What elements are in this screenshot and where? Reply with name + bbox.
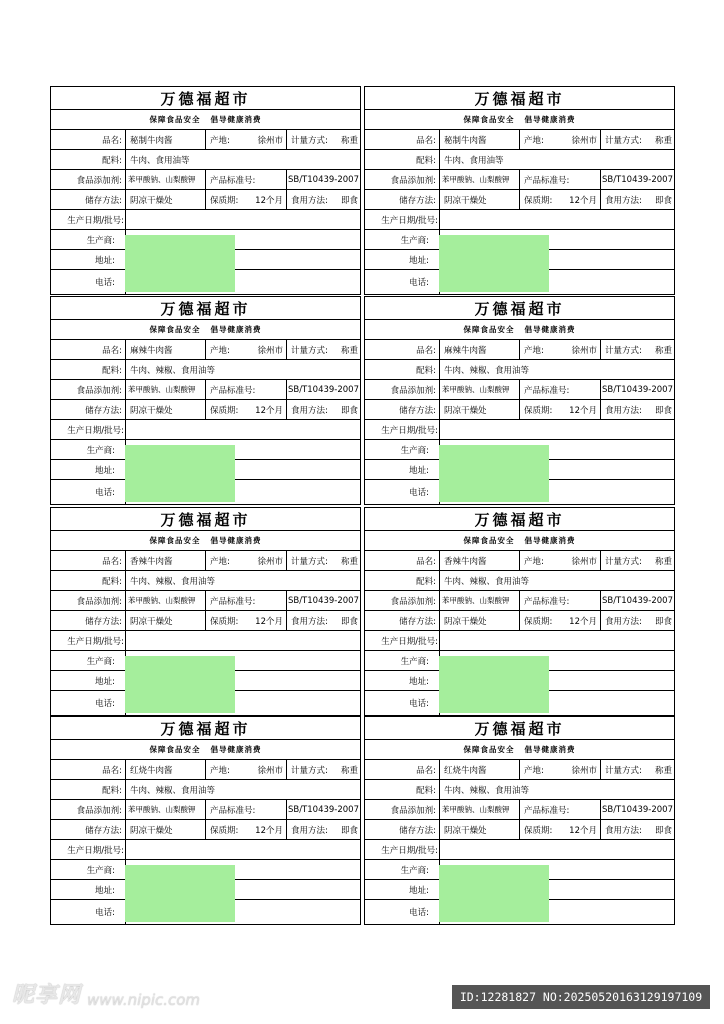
slogan-left: 保障食品安全 — [463, 745, 515, 754]
ingredients-value: 牛肉、食用油等 — [130, 155, 190, 166]
row-product-name — [51, 340, 360, 360]
row-storage — [365, 190, 674, 210]
usage-value: 即食 — [340, 825, 358, 836]
slogan — [51, 320, 360, 340]
slogan — [365, 531, 674, 551]
production-date-label: 生产日期/批号: — [67, 425, 124, 436]
store-title: 万德福超市 — [51, 717, 360, 740]
row-product-name — [51, 760, 360, 780]
standard-value: SB/T10439-2007 — [601, 595, 673, 606]
phone-label: 电话: — [409, 488, 429, 498]
row-storage — [365, 611, 674, 631]
shelf-life-label: 保质期: — [524, 405, 553, 416]
additives-value: 苯甲酸钠、山梨酸钾 — [128, 175, 196, 184]
row-production-date — [51, 210, 360, 230]
origin-label: 产地: — [524, 765, 544, 776]
row-product-name — [51, 551, 360, 571]
measure-value: 称重 — [340, 556, 358, 567]
product-name-value: 香辣牛肉酱 — [130, 556, 173, 567]
row-product-name — [51, 130, 360, 150]
origin-label: 产地: — [524, 556, 544, 567]
production-date-label: 生产日期/批号: — [67, 215, 124, 226]
sticker-placeholder — [439, 235, 549, 292]
product-name-label: 品名: — [416, 765, 436, 776]
shelf-life-value: 12个月 — [255, 195, 283, 206]
usage-label: 食用方法: — [605, 405, 642, 416]
standard-value: SB/T10439-2007 — [287, 384, 359, 395]
row-product-name — [365, 760, 674, 780]
slogan-left: 保障食品安全 — [463, 325, 515, 334]
product-label-card — [364, 507, 675, 716]
storage-label: 储存方法: — [85, 195, 122, 206]
product-name-label: 品名: — [416, 556, 436, 567]
usage-value: 即食 — [340, 616, 358, 627]
row-ingredients — [365, 780, 674, 800]
origin-label: 产地: — [210, 345, 230, 356]
image-id-badge: ID:12281827 NO:20250520163129197109 — [452, 985, 710, 1009]
production-date-label: 生产日期/批号: — [381, 215, 438, 226]
shelf-life-value: 12个月 — [569, 825, 597, 836]
row-additives — [365, 800, 674, 820]
row-production-date — [365, 210, 674, 230]
product-name-value: 秘制牛肉酱 — [444, 135, 487, 146]
row-ingredients — [51, 150, 360, 170]
production-date-label: 生产日期/批号: — [381, 845, 438, 856]
shelf-life-value: 12个月 — [255, 825, 283, 836]
additives-label: 食品添加剂: — [390, 175, 436, 186]
manufacturer-label: 生产商: — [86, 865, 115, 876]
product-name-value: 红烧牛肉酱 — [444, 765, 487, 776]
row-additives — [365, 591, 674, 611]
slogan — [51, 110, 360, 130]
row-ingredients — [51, 780, 360, 800]
shelf-life-label: 保质期: — [210, 825, 239, 836]
phone-label: 电话: — [95, 488, 115, 498]
origin-value: 徐州市 — [571, 135, 597, 146]
measure-label: 计量方式: — [605, 556, 642, 567]
additives-value: 苯甲酸钠、山梨酸钾 — [128, 805, 196, 814]
origin-value: 徐州市 — [571, 345, 597, 356]
sticker-placeholder — [125, 656, 235, 713]
usage-value: 即食 — [654, 616, 672, 627]
watermark-url: www.nipic.com — [87, 991, 201, 1009]
standard-value: SB/T10439-2007 — [601, 804, 673, 815]
sticker-placeholder — [439, 865, 549, 922]
slogan — [51, 531, 360, 551]
store-title: 万德福超市 — [365, 87, 674, 110]
address-label: 地址: — [409, 676, 429, 687]
storage-value: 阴凉干燥处 — [130, 825, 173, 836]
measure-value: 称重 — [654, 135, 672, 146]
production-date-label: 生产日期/批号: — [381, 425, 438, 436]
slogan-right: 倡导健康消费 — [210, 536, 262, 545]
product-name-label: 品名: — [102, 135, 122, 146]
shelf-life-label: 保质期: — [210, 405, 239, 416]
shelf-life-label: 保质期: — [210, 195, 239, 206]
usage-value: 即食 — [654, 195, 672, 206]
product-name-label: 品名: — [102, 345, 122, 356]
measure-value: 称重 — [654, 765, 672, 776]
storage-value: 阴凉干燥处 — [444, 825, 487, 836]
additives-value: 苯甲酸钠、山梨酸钾 — [442, 596, 510, 605]
shelf-life-label: 保质期: — [524, 195, 553, 206]
slogan-left: 保障食品安全 — [463, 536, 515, 545]
additives-value: 苯甲酸钠、山梨酸钾 — [442, 175, 510, 184]
standard-label: 产品标准号: — [524, 385, 570, 396]
store-title: 万德福超市 — [365, 297, 674, 320]
additives-label: 食品添加剂: — [390, 385, 436, 396]
measure-label: 计量方式: — [291, 765, 328, 776]
additives-value: 苯甲酸钠、山梨酸钾 — [128, 385, 196, 394]
ingredients-label: 配料: — [102, 155, 122, 166]
row-additives — [365, 380, 674, 400]
slogan-right: 倡导健康消费 — [524, 325, 576, 334]
usage-value: 即食 — [654, 405, 672, 416]
manufacturer-label: 生产商: — [86, 235, 115, 246]
address-label: 地址: — [409, 885, 429, 896]
ingredients-label: 配料: — [416, 576, 436, 587]
storage-value: 阴凉干燥处 — [444, 405, 487, 416]
ingredients-label: 配料: — [416, 365, 436, 376]
additives-label: 食品添加剂: — [390, 805, 436, 816]
ingredients-value: 牛肉、辣椒、食用油等 — [130, 365, 216, 376]
phone-label: 电话: — [95, 908, 115, 918]
slogan — [51, 740, 360, 760]
usage-value: 即食 — [340, 405, 358, 416]
sticker-placeholder — [125, 445, 235, 502]
address-label: 地址: — [409, 255, 429, 266]
product-label-card — [50, 716, 361, 925]
row-product-name — [365, 130, 674, 150]
row-additives — [51, 170, 360, 190]
storage-value: 阴凉干燥处 — [444, 616, 487, 627]
standard-label: 产品标准号: — [524, 175, 570, 186]
measure-value: 称重 — [654, 556, 672, 567]
storage-label: 储存方法: — [85, 825, 122, 836]
slogan-right: 倡导健康消费 — [524, 745, 576, 754]
store-title: 万德福超市 — [365, 717, 674, 740]
measure-label: 计量方式: — [605, 135, 642, 146]
storage-label: 储存方法: — [85, 616, 122, 627]
storage-label: 储存方法: — [399, 405, 436, 416]
product-label-card — [50, 86, 361, 295]
address-label: 地址: — [95, 255, 115, 266]
store-title: 万德福超市 — [365, 508, 674, 531]
sticker-placeholder — [439, 656, 549, 713]
product-name-value: 香辣牛肉酱 — [444, 556, 487, 567]
shelf-life-label: 保质期: — [524, 616, 553, 627]
row-ingredients — [365, 360, 674, 380]
row-storage — [51, 820, 360, 840]
slogan — [365, 740, 674, 760]
row-production-date — [51, 420, 360, 440]
shelf-life-value: 12个月 — [569, 405, 597, 416]
measure-value: 称重 — [340, 345, 358, 356]
standard-value: SB/T10439-2007 — [287, 804, 359, 815]
additives-label: 食品添加剂: — [76, 175, 122, 186]
standard-label: 产品标准号: — [210, 596, 256, 607]
measure-label: 计量方式: — [291, 345, 328, 356]
slogan-left: 保障食品安全 — [149, 325, 201, 334]
usage-label: 食用方法: — [605, 195, 642, 206]
measure-value: 称重 — [340, 135, 358, 146]
phone-label: 电话: — [409, 699, 429, 709]
usage-label: 食用方法: — [605, 825, 642, 836]
product-name-label: 品名: — [416, 345, 436, 356]
usage-label: 食用方法: — [291, 825, 328, 836]
shelf-life-value: 12个月 — [255, 616, 283, 627]
standard-label: 产品标准号: — [210, 175, 256, 186]
storage-value: 阴凉干燥处 — [444, 195, 487, 206]
product-name-label: 品名: — [102, 765, 122, 776]
sticker-placeholder — [125, 235, 235, 292]
slogan — [365, 110, 674, 130]
ingredients-value: 牛肉、辣椒、食用油等 — [130, 785, 216, 796]
shelf-life-value: 12个月 — [569, 616, 597, 627]
ingredients-value: 牛肉、食用油等 — [444, 155, 504, 166]
ingredients-value: 牛肉、辣椒、食用油等 — [444, 785, 530, 796]
usage-label: 食用方法: — [605, 616, 642, 627]
product-name-value: 红烧牛肉酱 — [130, 765, 173, 776]
ingredients-label: 配料: — [102, 785, 122, 796]
production-date-label: 生产日期/批号: — [67, 845, 124, 856]
product-label-card — [364, 716, 675, 925]
row-ingredients — [51, 360, 360, 380]
standard-value: SB/T10439-2007 — [287, 595, 359, 606]
usage-label: 食用方法: — [291, 616, 328, 627]
additives-label: 食品添加剂: — [390, 596, 436, 607]
usage-value: 即食 — [340, 195, 358, 206]
product-label-card — [50, 507, 361, 716]
origin-label: 产地: — [210, 135, 230, 146]
production-date-label: 生产日期/批号: — [67, 636, 124, 647]
watermark-logo — [12, 982, 201, 1009]
origin-value: 徐州市 — [257, 556, 283, 567]
slogan-left: 保障食品安全 — [149, 115, 201, 124]
origin-value: 徐州市 — [571, 765, 597, 776]
row-storage — [365, 400, 674, 420]
row-product-name — [365, 340, 674, 360]
additives-label: 食品添加剂: — [76, 385, 122, 396]
slogan-left: 保障食品安全 — [149, 536, 201, 545]
phone-label: 电话: — [409, 278, 429, 288]
phone-label: 电话: — [95, 278, 115, 288]
row-product-name — [365, 551, 674, 571]
row-production-date — [365, 840, 674, 860]
storage-label: 储存方法: — [399, 195, 436, 206]
slogan-left: 保障食品安全 — [149, 745, 201, 754]
row-production-date — [51, 840, 360, 860]
standard-value: SB/T10439-2007 — [601, 384, 673, 395]
row-ingredients — [365, 571, 674, 591]
standard-label: 产品标准号: — [524, 805, 570, 816]
phone-label: 电话: — [409, 908, 429, 918]
additives-label: 食品添加剂: — [76, 805, 122, 816]
measure-label: 计量方式: — [291, 135, 328, 146]
standard-value: SB/T10439-2007 — [287, 174, 359, 185]
storage-label: 储存方法: — [399, 616, 436, 627]
row-additives — [51, 380, 360, 400]
origin-label: 产地: — [210, 556, 230, 567]
row-ingredients — [51, 571, 360, 591]
ingredients-value: 牛肉、辣椒、食用油等 — [444, 365, 530, 376]
origin-value: 徐州市 — [257, 765, 283, 776]
slogan — [365, 320, 674, 340]
standard-label: 产品标准号: — [524, 596, 570, 607]
row-additives — [365, 170, 674, 190]
ingredients-label: 配料: — [416, 785, 436, 796]
store-title: 万德福超市 — [51, 87, 360, 110]
measure-value: 称重 — [340, 765, 358, 776]
additives-label: 食品添加剂: — [76, 596, 122, 607]
slogan-right: 倡导健康消费 — [210, 325, 262, 334]
row-storage — [51, 611, 360, 631]
shelf-life-label: 保质期: — [524, 825, 553, 836]
slogan-right: 倡导健康消费 — [524, 115, 576, 124]
store-title: 万德福超市 — [51, 297, 360, 320]
standard-value: SB/T10439-2007 — [601, 174, 673, 185]
row-storage — [365, 820, 674, 840]
usage-label: 食用方法: — [291, 195, 328, 206]
manufacturer-label: 生产商: — [86, 656, 115, 667]
product-label-card — [364, 296, 675, 505]
ingredients-value: 牛肉、辣椒、食用油等 — [444, 576, 530, 587]
address-label: 地址: — [95, 885, 115, 896]
sticker-placeholder — [439, 445, 549, 502]
product-label-card — [364, 86, 675, 295]
row-storage — [51, 400, 360, 420]
origin-value: 徐州市 — [257, 345, 283, 356]
address-label: 地址: — [95, 676, 115, 687]
ingredients-label: 配料: — [102, 365, 122, 376]
product-name-value: 秘制牛肉酱 — [130, 135, 173, 146]
ingredients-value: 牛肉、辣椒、食用油等 — [130, 576, 216, 587]
measure-label: 计量方式: — [291, 556, 328, 567]
product-name-label: 品名: — [416, 135, 436, 146]
production-date-label: 生产日期/批号: — [381, 636, 438, 647]
store-title: 万德福超市 — [51, 508, 360, 531]
origin-value: 徐州市 — [571, 556, 597, 567]
origin-label: 产地: — [524, 345, 544, 356]
shelf-life-value: 12个月 — [255, 405, 283, 416]
product-label-card — [50, 296, 361, 505]
manufacturer-label: 生产商: — [400, 235, 429, 246]
watermark-brand: 昵享网 — [12, 982, 82, 1008]
ingredients-label: 配料: — [416, 155, 436, 166]
product-name-value: 麻辣牛肉酱 — [130, 345, 173, 356]
phone-label: 电话: — [95, 699, 115, 709]
row-ingredients — [365, 150, 674, 170]
row-production-date — [365, 420, 674, 440]
measure-value: 称重 — [654, 345, 672, 356]
row-additives — [51, 591, 360, 611]
additives-value: 苯甲酸钠、山梨酸钾 — [128, 596, 196, 605]
standard-label: 产品标准号: — [210, 385, 256, 396]
sticker-placeholder — [125, 865, 235, 922]
shelf-life-value: 12个月 — [569, 195, 597, 206]
manufacturer-label: 生产商: — [400, 656, 429, 667]
origin-label: 产地: — [210, 765, 230, 776]
storage-value: 阴凉干燥处 — [130, 405, 173, 416]
row-production-date — [51, 631, 360, 651]
usage-value: 即食 — [654, 825, 672, 836]
storage-label: 储存方法: — [85, 405, 122, 416]
manufacturer-label: 生产商: — [86, 445, 115, 456]
product-name-label: 品名: — [102, 556, 122, 567]
slogan-left: 保障食品安全 — [463, 115, 515, 124]
row-production-date — [365, 631, 674, 651]
measure-label: 计量方式: — [605, 345, 642, 356]
ingredients-label: 配料: — [102, 576, 122, 587]
row-additives — [51, 800, 360, 820]
standard-label: 产品标准号: — [210, 805, 256, 816]
usage-label: 食用方法: — [291, 405, 328, 416]
manufacturer-label: 生产商: — [400, 865, 429, 876]
address-label: 地址: — [95, 465, 115, 476]
measure-label: 计量方式: — [605, 765, 642, 776]
address-label: 地址: — [409, 465, 429, 476]
product-name-value: 麻辣牛肉酱 — [444, 345, 487, 356]
storage-value: 阴凉干燥处 — [130, 195, 173, 206]
slogan-right: 倡导健康消费 — [210, 745, 262, 754]
origin-label: 产地: — [524, 135, 544, 146]
row-storage — [51, 190, 360, 210]
slogan-right: 倡导健康消费 — [524, 536, 576, 545]
origin-value: 徐州市 — [257, 135, 283, 146]
shelf-life-label: 保质期: — [210, 616, 239, 627]
additives-value: 苯甲酸钠、山梨酸钾 — [442, 805, 510, 814]
slogan-right: 倡导健康消费 — [210, 115, 262, 124]
storage-label: 储存方法: — [399, 825, 436, 836]
manufacturer-label: 生产商: — [400, 445, 429, 456]
storage-value: 阴凉干燥处 — [130, 616, 173, 627]
additives-value: 苯甲酸钠、山梨酸钾 — [442, 385, 510, 394]
